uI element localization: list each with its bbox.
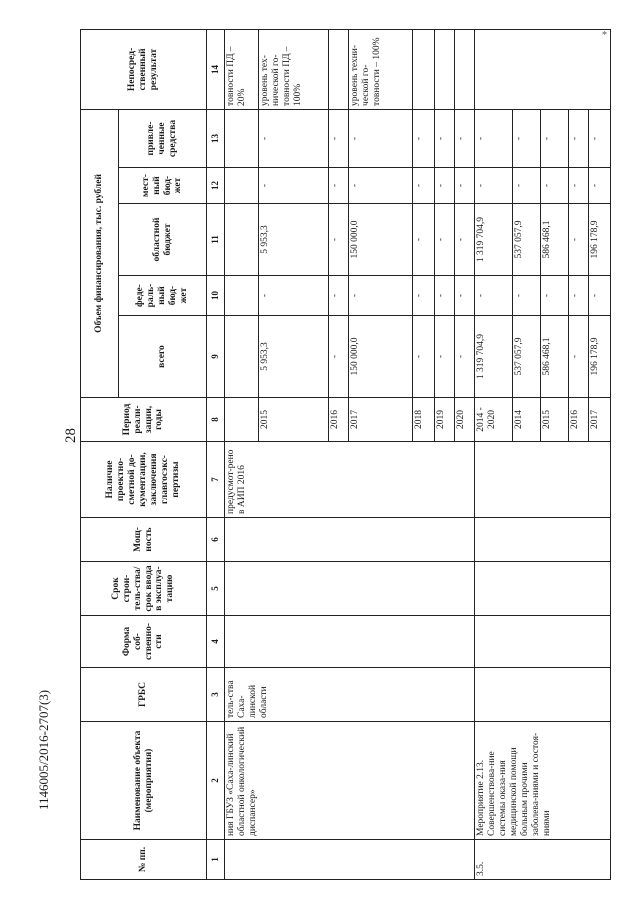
period-year: 2018 (413, 398, 435, 442)
table-row (225, 29, 259, 879)
financing-federal: - (349, 276, 413, 316)
column-number: 2 (207, 722, 225, 840)
result: уровень тех-нической го-товности ПД – 100% (259, 29, 329, 109)
financing-attracted: - (569, 109, 589, 167)
financing-federal: - (589, 276, 611, 316)
financing-regional: - (569, 204, 589, 276)
financing-total: 537 057,9 (513, 316, 541, 398)
financing-total: - (569, 316, 589, 398)
financing-federal: - (435, 276, 455, 316)
financing-total: - (329, 316, 349, 398)
result (329, 29, 349, 109)
financing-local: - (541, 168, 569, 204)
design-docs (475, 442, 611, 518)
financing-attracted: - (259, 109, 329, 167)
financing-total (225, 316, 259, 398)
financing-regional: - (329, 204, 349, 276)
column-number: 12 (207, 168, 225, 204)
financing-local: - (475, 168, 513, 204)
header-ownership: Форма соб-ственно-сти (81, 616, 207, 668)
result (455, 29, 475, 109)
header-row-1 (81, 29, 119, 879)
column-number: 6 (207, 518, 225, 562)
header-local: мест-ный бюд-жет (119, 168, 207, 204)
period-year: 2017 (349, 398, 413, 442)
capacity (475, 518, 611, 562)
financing-local: - (455, 168, 475, 204)
financing-regional: 537 057,9 (513, 204, 541, 276)
financing-regional: 1 319 704,9 (475, 204, 513, 276)
column-number: 14 (207, 29, 225, 109)
financing-attracted: - (455, 109, 475, 167)
term (225, 562, 475, 616)
period-year: 2016 (569, 398, 589, 442)
financing-total: 1 319 704,9 (475, 316, 513, 398)
header-financing: Объем финансирования, тыс. рублей (81, 109, 119, 397)
period-year: 2019 (435, 398, 455, 442)
financing-regional (225, 204, 259, 276)
financing-local: - (435, 168, 455, 204)
result (475, 29, 611, 109)
document-code: 1146005/2016-2707(3) (36, 689, 51, 810)
column-number: 11 (207, 204, 225, 276)
financing-local: - (413, 168, 435, 204)
financing-regional: 586 468,1 (541, 204, 569, 276)
financing-federal (225, 276, 259, 316)
ownership (475, 616, 611, 668)
financing-federal: - (329, 276, 349, 316)
financing-table (80, 29, 611, 880)
financing-attracted: - (435, 109, 455, 167)
period-year: 2016 (329, 398, 349, 442)
column-number: 5 (207, 562, 225, 616)
grbs (475, 668, 611, 722)
financing-attracted: - (329, 109, 349, 167)
result (435, 29, 455, 109)
period-year: 2015 (259, 398, 329, 442)
financing-total: - (413, 316, 435, 398)
period-year: 2017 (589, 398, 611, 442)
period-year: 2015 (541, 398, 569, 442)
result: уровень техни-ческой го-товности – 100% (349, 29, 413, 109)
row-number: 3.5. (475, 840, 611, 880)
financing-federal: - (475, 276, 513, 316)
financing-regional: - (455, 204, 475, 276)
financing-attracted: - (349, 109, 413, 167)
financing-regional: 5 953,3 (259, 204, 329, 276)
financing-regional: 196 178,9 (589, 204, 611, 276)
period-year (225, 398, 259, 442)
header-result: Непосред-ственный результат (81, 29, 207, 109)
capacity (225, 518, 475, 562)
header-no: № пп. (81, 840, 207, 880)
financing-attracted: - (541, 109, 569, 167)
column-number: 3 (207, 668, 225, 722)
financing-total: - (455, 316, 475, 398)
financing-regional: - (435, 204, 455, 276)
financing-total: 586 468,1 (541, 316, 569, 398)
financing-attracted: - (475, 109, 513, 167)
header-grbs: ГРБС (81, 668, 207, 722)
header-federal: феде-раль-ный бюд-жет (119, 276, 207, 316)
header-regional: областной бюджет (119, 204, 207, 276)
financing-attracted: - (589, 109, 611, 167)
object-name: ния ГБУЗ «Саха-линский областной онкологический диспансер» (225, 722, 475, 840)
financing-total: 5 953,3 (259, 316, 329, 398)
financing-regional: 150 000,0 (349, 204, 413, 276)
header-period: Период реали-зации, годы (81, 398, 207, 442)
header-name: Наименование объекта (мероприятия) (81, 722, 207, 840)
header-design-docs: Наличие проектно-сметной до-кументации, заключения главгосэкс-пертизы (81, 442, 207, 518)
header-total: всего (119, 316, 207, 398)
financing-federal: - (513, 276, 541, 316)
period-year: 2014 - 2020 (475, 398, 513, 442)
rotated-table-wrapper (80, 30, 600, 880)
result: товности ПД –20% (225, 29, 259, 109)
term (475, 562, 611, 616)
column-number: 13 (207, 109, 225, 167)
row-number (225, 840, 475, 880)
financing-local: - (329, 168, 349, 204)
financing-attracted: - (513, 109, 541, 167)
object-name: Мероприятие 2.13. Совершенствова-ние системы оказа-ния медицинской помощи больным прочими заболева-ниями и состоя-ниями (475, 722, 611, 840)
financing-federal: - (455, 276, 475, 316)
period-year: 2020 (455, 398, 475, 442)
financing-local: - (259, 168, 329, 204)
ownership (225, 616, 475, 668)
financing-total: 150 000,0 (349, 316, 413, 398)
financing-local: - (589, 168, 611, 204)
financing-total: 196 178,9 (589, 316, 611, 398)
header-attracted: привле-ченные средства (119, 109, 207, 167)
column-number-row (207, 29, 225, 879)
header-term: Срок строи-тель-ства/срок ввода в эксплуа-тацию (81, 562, 207, 616)
financing-federal: - (569, 276, 589, 316)
column-number: 9 (207, 316, 225, 398)
design-docs: предусмот-рено в АИП 2016 (225, 442, 475, 518)
financing-local (225, 168, 259, 204)
column-number: 8 (207, 398, 225, 442)
financing-local: - (513, 168, 541, 204)
column-number: 7 (207, 442, 225, 518)
financing-regional: - (413, 204, 435, 276)
financing-federal: - (541, 276, 569, 316)
page-number: 28 (63, 428, 79, 443)
column-number: 1 (207, 840, 225, 880)
financing-federal: - (413, 276, 435, 316)
corner-mark: * (602, 30, 607, 41)
period-year: 2014 (513, 398, 541, 442)
header-capacity: Мощ-ность (81, 518, 207, 562)
financing-attracted: - (413, 109, 435, 167)
financing-total: - (435, 316, 455, 398)
table-row (475, 29, 513, 879)
column-number: 10 (207, 276, 225, 316)
result (413, 29, 435, 109)
financing-attracted (225, 109, 259, 167)
financing-federal: - (259, 276, 329, 316)
column-number: 4 (207, 616, 225, 668)
grbs: тель-ства Саха-линской области (225, 668, 475, 722)
financing-local: - (349, 168, 413, 204)
financing-local: - (569, 168, 589, 204)
